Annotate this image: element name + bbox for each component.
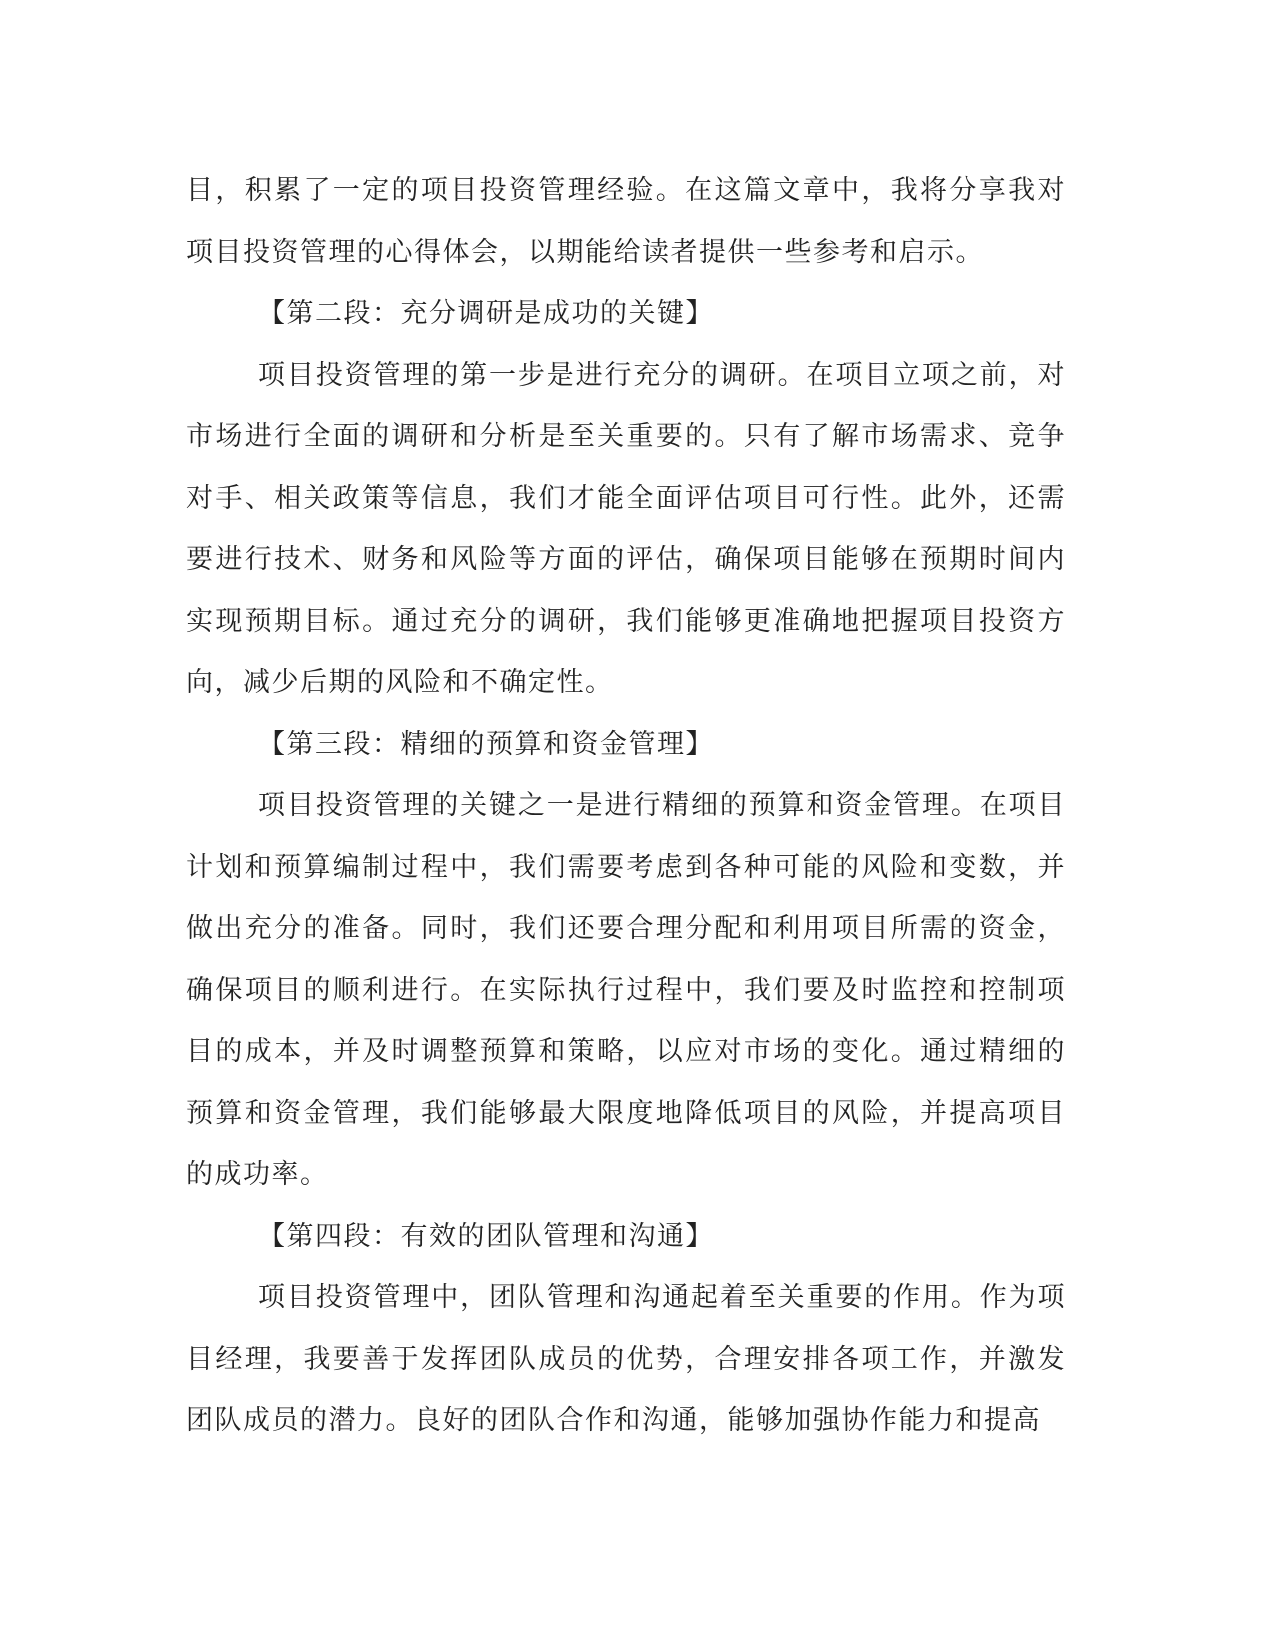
paragraph-section-3: 项目投资管理的关键之一是进行精细的预算和资金管理。在项目计划和预算编制过程中，我们需要考虑到各种可能的风险和变数，并做出充分的准备。同时，我们还要合理分配和利用项目所需的资金，确保项目的顺利进行。在实际执行过程中，我们要及时监控和控制项目的成本，并及时调整预算和策略，以应对市场的变化。通过精细的预算和资金管理，我们能够最大限度地降低项目的风险，并提高项目的成功率。 bbox=[186, 790, 1066, 1190]
document-body bbox=[186, 160, 1066, 1452]
section-heading-4: 【第四段：有效的团队管理和沟通】 bbox=[258, 1220, 714, 1252]
section-heading-2: 【第二段：充分调研是成功的关键】 bbox=[258, 298, 714, 329]
paragraph-section-2: 项目投资管理的第一步是进行充分的调研。在项目立项之前，对市场进行全面的调研和分析是至关重要的。只有了解市场需求、竞争对手、相关政策等信息，我们才能全面评估项目可行性。此外，还需要进行技术、财务和风险等方面的评估，确保项目能够在预期时间内实现预期目标。通过充分的调研，我们能够更准确地把握项目投资方向，减少后期的风险和不确定性。 bbox=[186, 359, 1066, 698]
section-heading-3: 【第三段：精细的预算和资金管理】 bbox=[258, 728, 714, 760]
paragraph-intro-continued: 目，积累了一定的项目投资管理经验。在这篇文章中，我将分享我对项目投资管理的心得体会，以期能给读者提供一些参考和启示。 bbox=[186, 175, 1066, 268]
paragraph-section-4: 项目投资管理中，团队管理和沟通起着至关重要的作用。作为项目经理，我要善于发挥团队成员的优势，合理安排各项工作，并激发团队成员的潜力。良好的团队合作和沟通，能够加强协作能力和提高 bbox=[186, 1282, 1066, 1436]
